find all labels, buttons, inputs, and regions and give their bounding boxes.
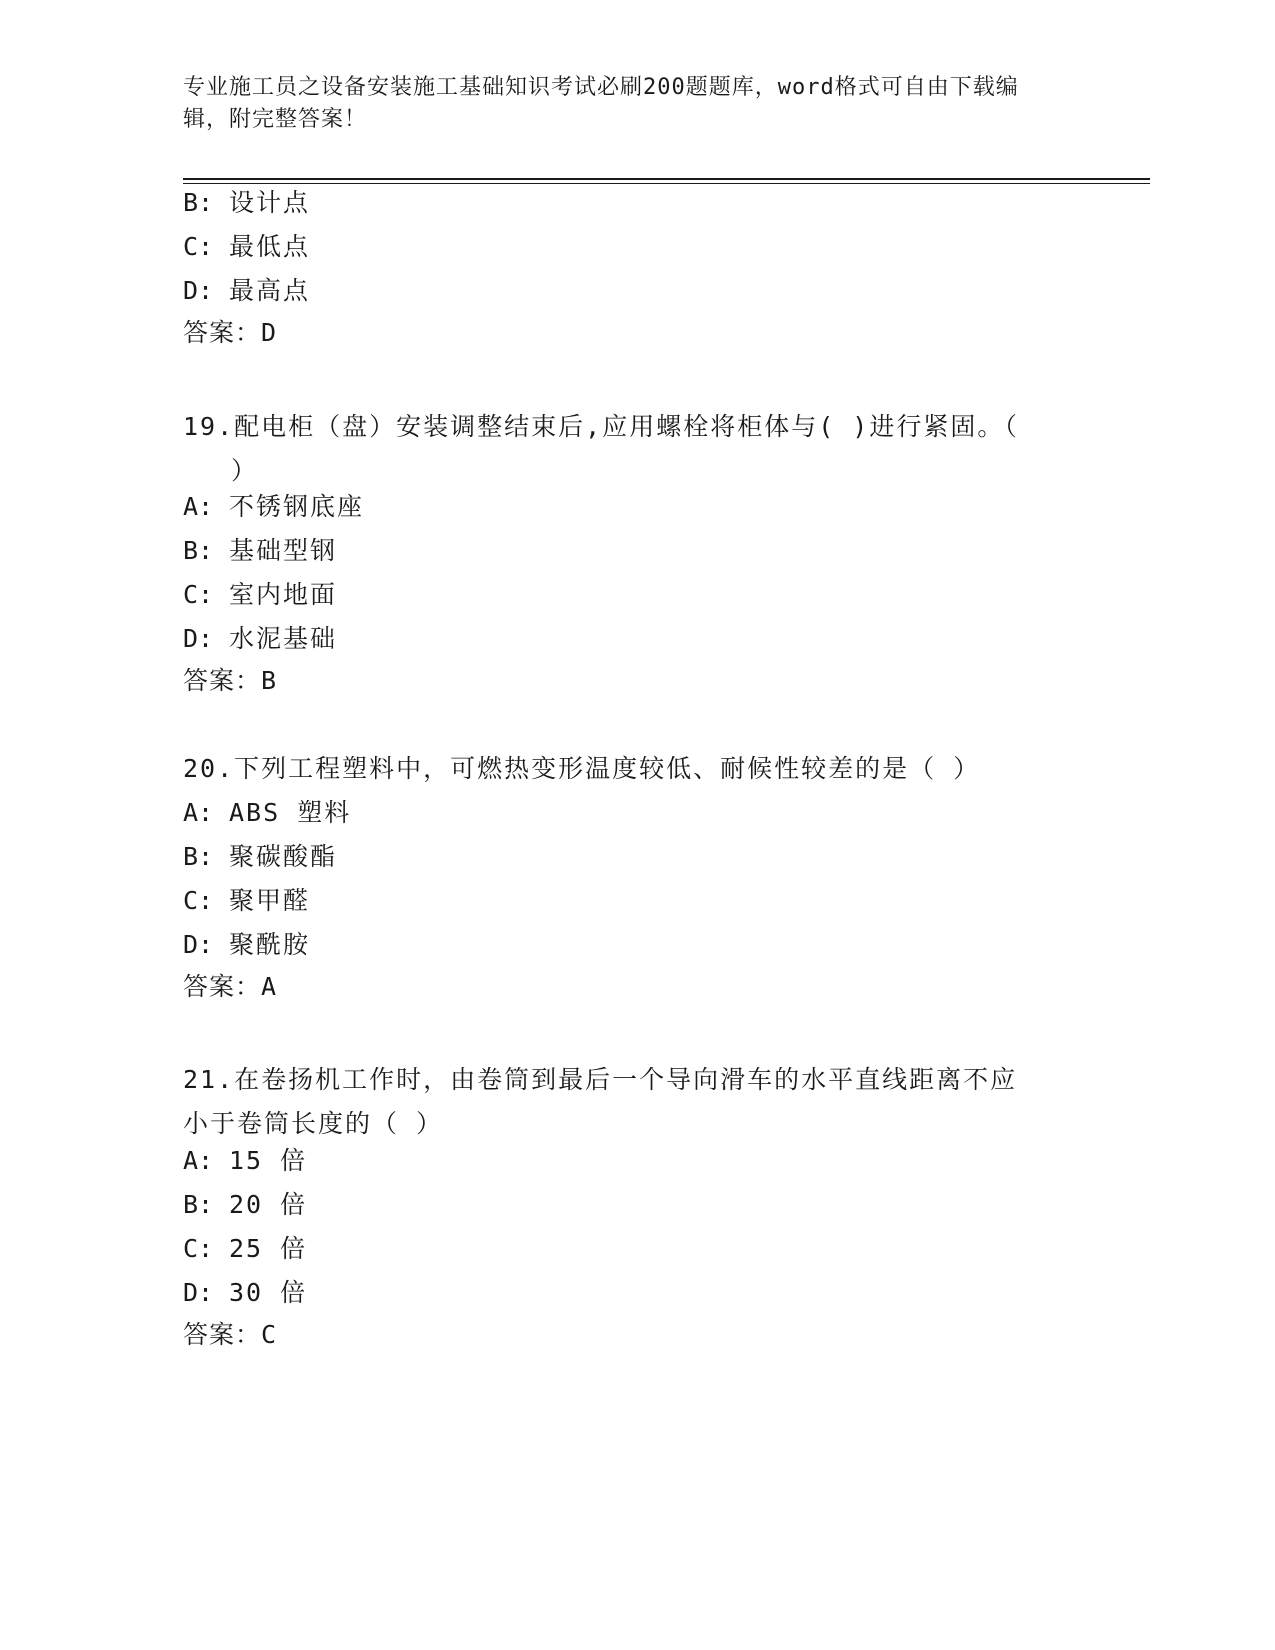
option-b: B: 基础型钢	[183, 536, 338, 565]
option-a: A: 不锈钢底座	[183, 492, 365, 521]
header-divider	[183, 178, 1150, 180]
question-stem: 19.配电柜（盘）安装调整结束后,应用螺栓将柜体与( )进行紧固。（ ）	[183, 412, 1019, 485]
option-a: A: ABS 塑料	[183, 798, 352, 827]
option-d: D: 最高点	[183, 276, 311, 305]
option-c: C: 聚甲醛	[183, 886, 311, 915]
option-c: C: 25 倍	[183, 1234, 308, 1263]
answer: 答案：D	[183, 318, 278, 347]
question-stem: 20.下列工程塑料中，可燃热变形温度较低、耐候性较差的是（ ）	[183, 754, 981, 783]
option-a: A: 15 倍	[183, 1146, 308, 1175]
option-b: B: 20 倍	[183, 1190, 308, 1219]
option-c: C: 最低点	[183, 232, 311, 261]
question-stem: 21.在卷扬机工作时，由卷筒到最后一个导向滑车的水平直线距离不应 小于卷筒长度的（ ）	[183, 1065, 1018, 1138]
option-c: C: 室内地面	[183, 580, 338, 609]
answer: 答案：A	[183, 972, 278, 1001]
option-d: D: 30 倍	[183, 1278, 308, 1307]
header-divider-thin	[183, 183, 1150, 184]
option-d: D: 聚酰胺	[183, 930, 311, 959]
option-b: B: 设计点	[183, 188, 311, 217]
answer: 答案：C	[183, 1320, 278, 1349]
option-d: D: 水泥基础	[183, 624, 338, 653]
document-header: 专业施工员之设备安装施工基础知识考试必刷200题题库，word格式可自由下载编辑，附完整答案！	[183, 75, 1019, 132]
answer: 答案：B	[183, 666, 278, 695]
option-b: B: 聚碳酸酯	[183, 842, 338, 871]
